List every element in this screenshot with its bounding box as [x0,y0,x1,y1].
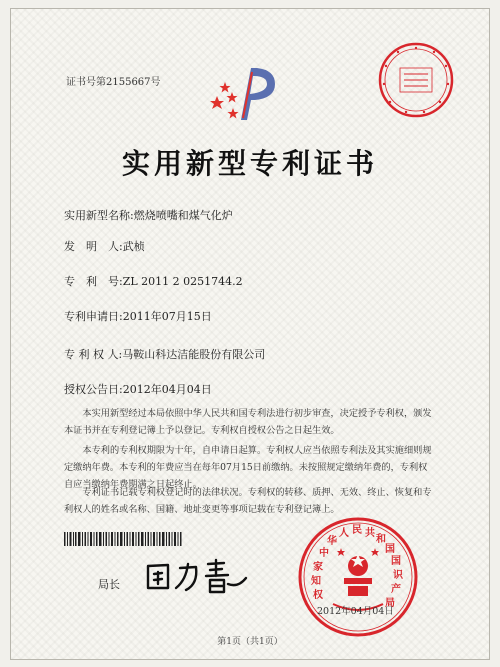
paragraph-grant-notice: 本实用新型经过本局依照中华人民共和国专利法进行初步审查，决定授予专利权，颁发本证书并在专利登记簿上予以登记。专利权自授权公告之日起生效。 [64,408,432,436]
field-label: 专 利 权 人: [64,348,123,361]
field-value: ZL 2011 2 0251744.2 [122,275,243,288]
svg-text:家: 家 [313,562,323,573]
field-label: 授权公告日: [64,383,123,396]
svg-text:局: 局 [385,598,395,609]
field-grant-date [64,381,212,397]
svg-text:中: 中 [319,548,329,559]
barcode-icon [64,532,184,546]
field-filing-date [64,308,212,324]
field-label: 专 利 号: [64,275,123,288]
svg-text:和: 和 [376,534,386,545]
svg-text:华: 华 [327,536,337,547]
svg-text:民: 民 [352,525,362,536]
field-label: 专利申请日: [64,310,123,323]
field-utility-model-name [64,207,233,223]
paragraph-legal-status: 专利证书记载专利权登记时的法律状况。专利权的转移、质押、无效、终止、恢复和专利权人的姓名或名称、国籍、地址变更等事项记载在专利登记簿上。 [64,487,432,515]
svg-text:共: 共 [365,528,375,539]
paragraph-term-and-fees: 本专利的专利权期限为十年，自申请日起算。专利权人应当依照专利法及其实施细则规定缴纳年费。本专利的年费应当在每年07月15日前缴纳。未按照规定缴纳年费的，专利权自应当缴纳年费期满之日起终止。 [64,445,432,490]
page-footer: 第1页（共1页） [217,637,283,647]
official-seal-icon [297,516,419,638]
field-inventor [64,238,145,254]
svg-text:产: 产 [391,584,401,595]
director-label: 局长 [98,578,120,591]
field-value: 2012年04月04日 [122,383,212,396]
svg-text:权: 权 [313,590,323,601]
certificate-title: 实用新型专利证书 [121,147,378,180]
field-label: 实用新型名称: [64,209,134,222]
director-signature-icon [142,554,252,598]
field-value: 马鞍山科达洁能股份有限公司 [122,348,266,361]
svg-text:国: 国 [391,556,401,567]
seal-date: 2012年04月04日 [317,606,394,617]
field-patent-number [64,273,243,289]
certificate-number: 证书号第2155667号 [66,77,161,88]
field-patentee [64,346,265,362]
svg-text:国: 国 [385,544,395,555]
svg-text:识: 识 [393,570,403,581]
field-label: 发 明 人: [64,240,123,253]
field-value: 燃烧喷嘴和煤气化炉 [133,209,233,222]
svg-text:知: 知 [311,576,321,587]
patent-office-logo-icon [205,62,285,124]
field-value: 武桢 [122,240,145,253]
top-right-stamp-icon [376,40,456,120]
svg-text:人: 人 [339,528,349,539]
field-value: 2011年07月15日 [122,310,212,323]
